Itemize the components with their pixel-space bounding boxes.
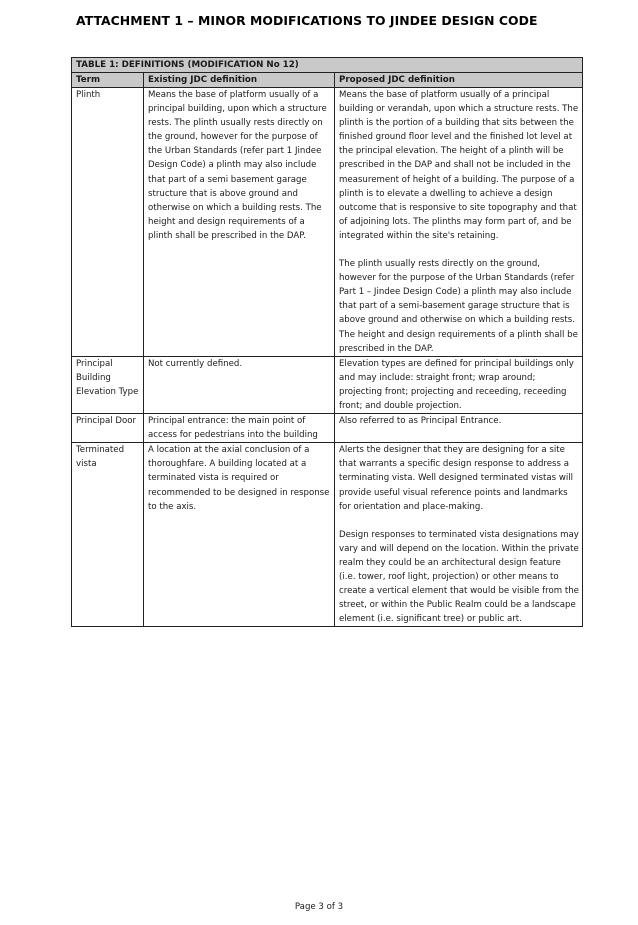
table-row bbox=[72, 88, 583, 357]
definition-paragraph: Design responses to terminated vista designations may vary and will depend on the location. Within the private realm they could be an architectural design feature (i.e. tower, roof light, projection) or other means to create a vertical element that would be visible from the street, or within the Public Realm could be a landscape element (i.e. significant tree) or public art. bbox=[339, 529, 579, 625]
page-title: ATTACHMENT 1 – MINOR MODIFICATIONS TO JINDEE DESIGN CODE bbox=[76, 13, 538, 28]
table-row bbox=[72, 443, 583, 627]
existing-definition-cell bbox=[144, 414, 335, 443]
existing-definition-cell bbox=[144, 356, 335, 413]
definition-paragraph: Means the base of platform usually of a principal building, upon which a structure rests. The plinth usually rests directly on the ground, however for the purpose of the Urban Standards (refer part 1 Jindee Design Code) a plinth may also include that part of a semi basement garage structure that is above ground and otherwise on which a building rests. The height and design requirements of a plinth shall be prescribed in the DAP. bbox=[148, 90, 327, 241]
table-header-row bbox=[72, 73, 583, 88]
term-cell: Principal Building Elevation Type bbox=[72, 356, 144, 413]
definition-paragraph: Also referred to as Principal Entrance. bbox=[339, 416, 502, 427]
header-existing-definition: Existing JDC definition bbox=[144, 73, 335, 88]
term-cell: Terminated vista bbox=[72, 443, 144, 627]
definition-paragraph: Means the base of platform usually of a principal building or verandah, upon which a structure rests. The plinth is the portion of a building that sits between the finished ground floor level and the finished lot level at the principal elevation. The height of a plinth will be prescribed in the DAP and shall not be included in the measurement of height of a building. The purpose of a plinth is to elevate a dwelling to achieve a design outcome that is responsive to site topography and that of adjoining lots. The plinths may form part of, and be integrated within the site's retaining. bbox=[339, 90, 579, 241]
definition-paragraph: Alerts the designer that they are designing for a site that warrants a specific design response to address a terminating vista. Well designed terminated vistas will provide useful visual reference points and landmarks for orientation and place-making. bbox=[339, 445, 574, 512]
proposed-definition-cell bbox=[335, 414, 583, 443]
header-term: Term bbox=[72, 73, 144, 88]
definition-paragraph: The plinth usually rests directly on the ground, however for the purpose of the Urban Standards (refer Part 1 – Jindee Design Code) a plinth may also include that part of a semi-basement garage structure that is above ground and otherwise on which a building rests. The height and design requirements of a plinth shall be prescribed in the DAP. bbox=[339, 259, 578, 354]
term-cell: Principal Door bbox=[72, 414, 144, 443]
definition-paragraph: A location at the axial conclusion of a thoroughfare. A building located at a terminated vista is required or recommended to be designed in response to the axis. bbox=[148, 445, 330, 512]
page-number: Page 3 of 3 bbox=[294, 902, 344, 912]
proposed-definition-cell bbox=[335, 88, 583, 357]
proposed-definition-cell bbox=[335, 356, 583, 413]
proposed-definition-cell bbox=[335, 443, 583, 627]
definition-paragraph: Elevation types are defined for principal buildings only and may include: straight front; wrap around; projecting front; projecting and receeding, receeding front; and double projection. bbox=[339, 358, 574, 411]
definitions-table bbox=[71, 57, 583, 627]
existing-definition-cell bbox=[144, 443, 335, 627]
table-caption-row bbox=[72, 58, 583, 73]
header-proposed-definition: Proposed JDC definition bbox=[335, 73, 583, 88]
definition-paragraph: Not currently defined. bbox=[148, 358, 243, 369]
definition-paragraph: Principal entrance: the main point of access for pedestrians into the building bbox=[148, 416, 318, 441]
existing-definition-cell bbox=[144, 88, 335, 357]
table-row bbox=[72, 414, 583, 443]
term-cell: Plinth bbox=[72, 88, 144, 357]
table-row bbox=[72, 356, 583, 413]
table-caption: TABLE 1: DEFINITIONS (MODIFICATION No 12) bbox=[72, 58, 583, 73]
